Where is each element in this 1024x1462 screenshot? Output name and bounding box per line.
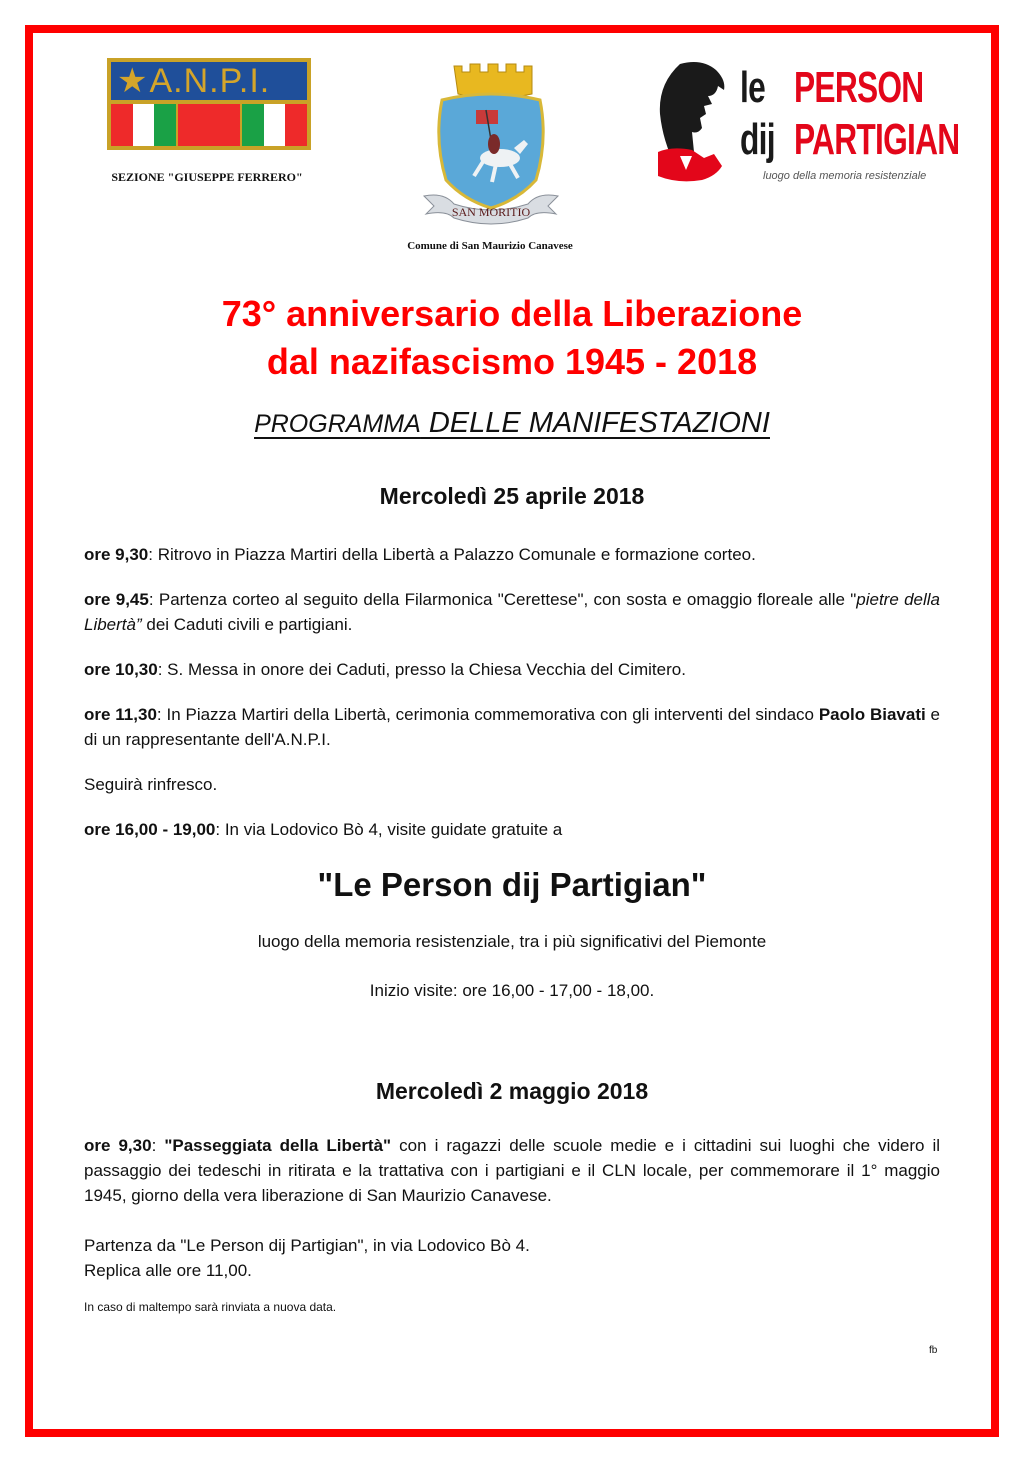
item-text-after: e di un rappresentante dell'A.N.P.I. (84, 705, 941, 749)
day2-replica: Replica alle ore 11,00. (84, 1261, 252, 1280)
day2-item-0930 (84, 1133, 940, 1208)
comune-crest-icon (418, 60, 564, 230)
day1-heading: Mercoledì 25 aprile 2018 (379, 483, 645, 509)
item-text: : Partenza corteo al seguito della Filarmonica "Cerettese", con sosta e omaggio floreale alle " (148, 590, 857, 609)
item-text-after: dei Caduti civili e partigiani. (141, 615, 353, 634)
time-label: ore 16,00 - 19,00 (84, 820, 216, 839)
person-logo-le: le (740, 63, 765, 112)
partisan-silhouette-icon (650, 60, 732, 185)
feature-venue-description: luogo della memoria resistenziale, tra i più significativi del Piemonte (257, 932, 767, 951)
time-label: ore 9,45 (84, 590, 149, 609)
author-initials: fb (929, 1345, 938, 1356)
time-label: ore 11,30 (84, 705, 157, 724)
star-icon: ★ (117, 62, 148, 100)
item-text: : In via Lodovico Bò 4, visite guidate gratuite a (215, 820, 563, 839)
anpi-logo-text: A.N.P.I. (149, 62, 271, 100)
anpi-tricolor-flags (111, 104, 307, 146)
anpi-section-caption: SEZIONE "GIUSEPPE FERRERO" (111, 170, 303, 184)
mayor-name: Paolo Biavati (818, 705, 926, 724)
subtitle-part2: DELLE MANIFESTAZIONI (420, 407, 770, 439)
day1-item-0945 (84, 587, 940, 637)
time-label: ore 9,30 (84, 1136, 152, 1155)
subtitle-part1: PROGRAMMA (254, 410, 421, 438)
item-text: con i ragazzi delle scuole medie e i cittadini sui luoghi che videro il passaggio dei tedeschi in ritirata e la trattativa con i partigiani e il CLN locale, per commemorare il 1° maggio 1945, giorno della vera liberazione di San Maurizio Canavese. (84, 1136, 941, 1205)
person-logo-tagline: luogo della memoria resistenziale (763, 170, 927, 182)
day1-item-1030 (84, 657, 940, 682)
main-title-line2: dal nazifascismo 1945 - 2018 (266, 341, 758, 382)
weather-note: In caso di maltempo sarà rinviata a nuova data. (84, 1300, 337, 1314)
item-italic-text: pietre della Libertà” (84, 590, 941, 634)
item-text: : S. Messa in onore dei Caduti, presso la Chiesa Vecchia del Cimitero. (157, 660, 686, 679)
day1-item-1130 (84, 702, 940, 752)
person-logo-person: PERSON (794, 63, 924, 112)
day1-refreshment (84, 772, 940, 797)
day2-heading: Mercoledì 2 maggio 2018 (375, 1078, 649, 1104)
main-title-line1: 73° anniversario della Liberazione (221, 293, 803, 334)
anpi-logo-banner (111, 62, 307, 100)
day1-item-0930 (84, 542, 940, 567)
crest-ribbon-text: SAN MORITIO (451, 205, 531, 219)
comune-caption: Comune di San Maurizio Canavese (407, 240, 573, 252)
event-name: "Passeggiata della Libertà" (164, 1136, 392, 1155)
feature-venue-name: "Le Person dij Partigian" (317, 866, 707, 903)
item-text: Seguirà rinfresco. (84, 775, 218, 794)
day2-departure: Partenza da "Le Person dij Partigian", in via Lodovico Bò 4. (84, 1236, 530, 1255)
item-text: : Ritrovo in Piazza Martiri della Libertà a Palazzo Comunale e formazione corteo. (148, 545, 756, 564)
item-text: : In Piazza Martiri della Libertà, cerimonia commemorativa con gli interventi del sindaco (156, 705, 819, 724)
time-label: ore 9,30 (84, 545, 149, 564)
time-label: ore 10,30 (84, 660, 158, 679)
day1-item-1600 (84, 817, 940, 842)
visit-times: Inizio visite: ore 16,00 - 17,00 - 18,00. (369, 981, 655, 1000)
colon: : (151, 1136, 165, 1155)
person-logo-dij: dij (740, 115, 775, 164)
programme-subtitle (0, 407, 1024, 440)
person-logo-partigian: PARTIGIAN (794, 115, 960, 164)
anpi-logo (107, 58, 311, 150)
